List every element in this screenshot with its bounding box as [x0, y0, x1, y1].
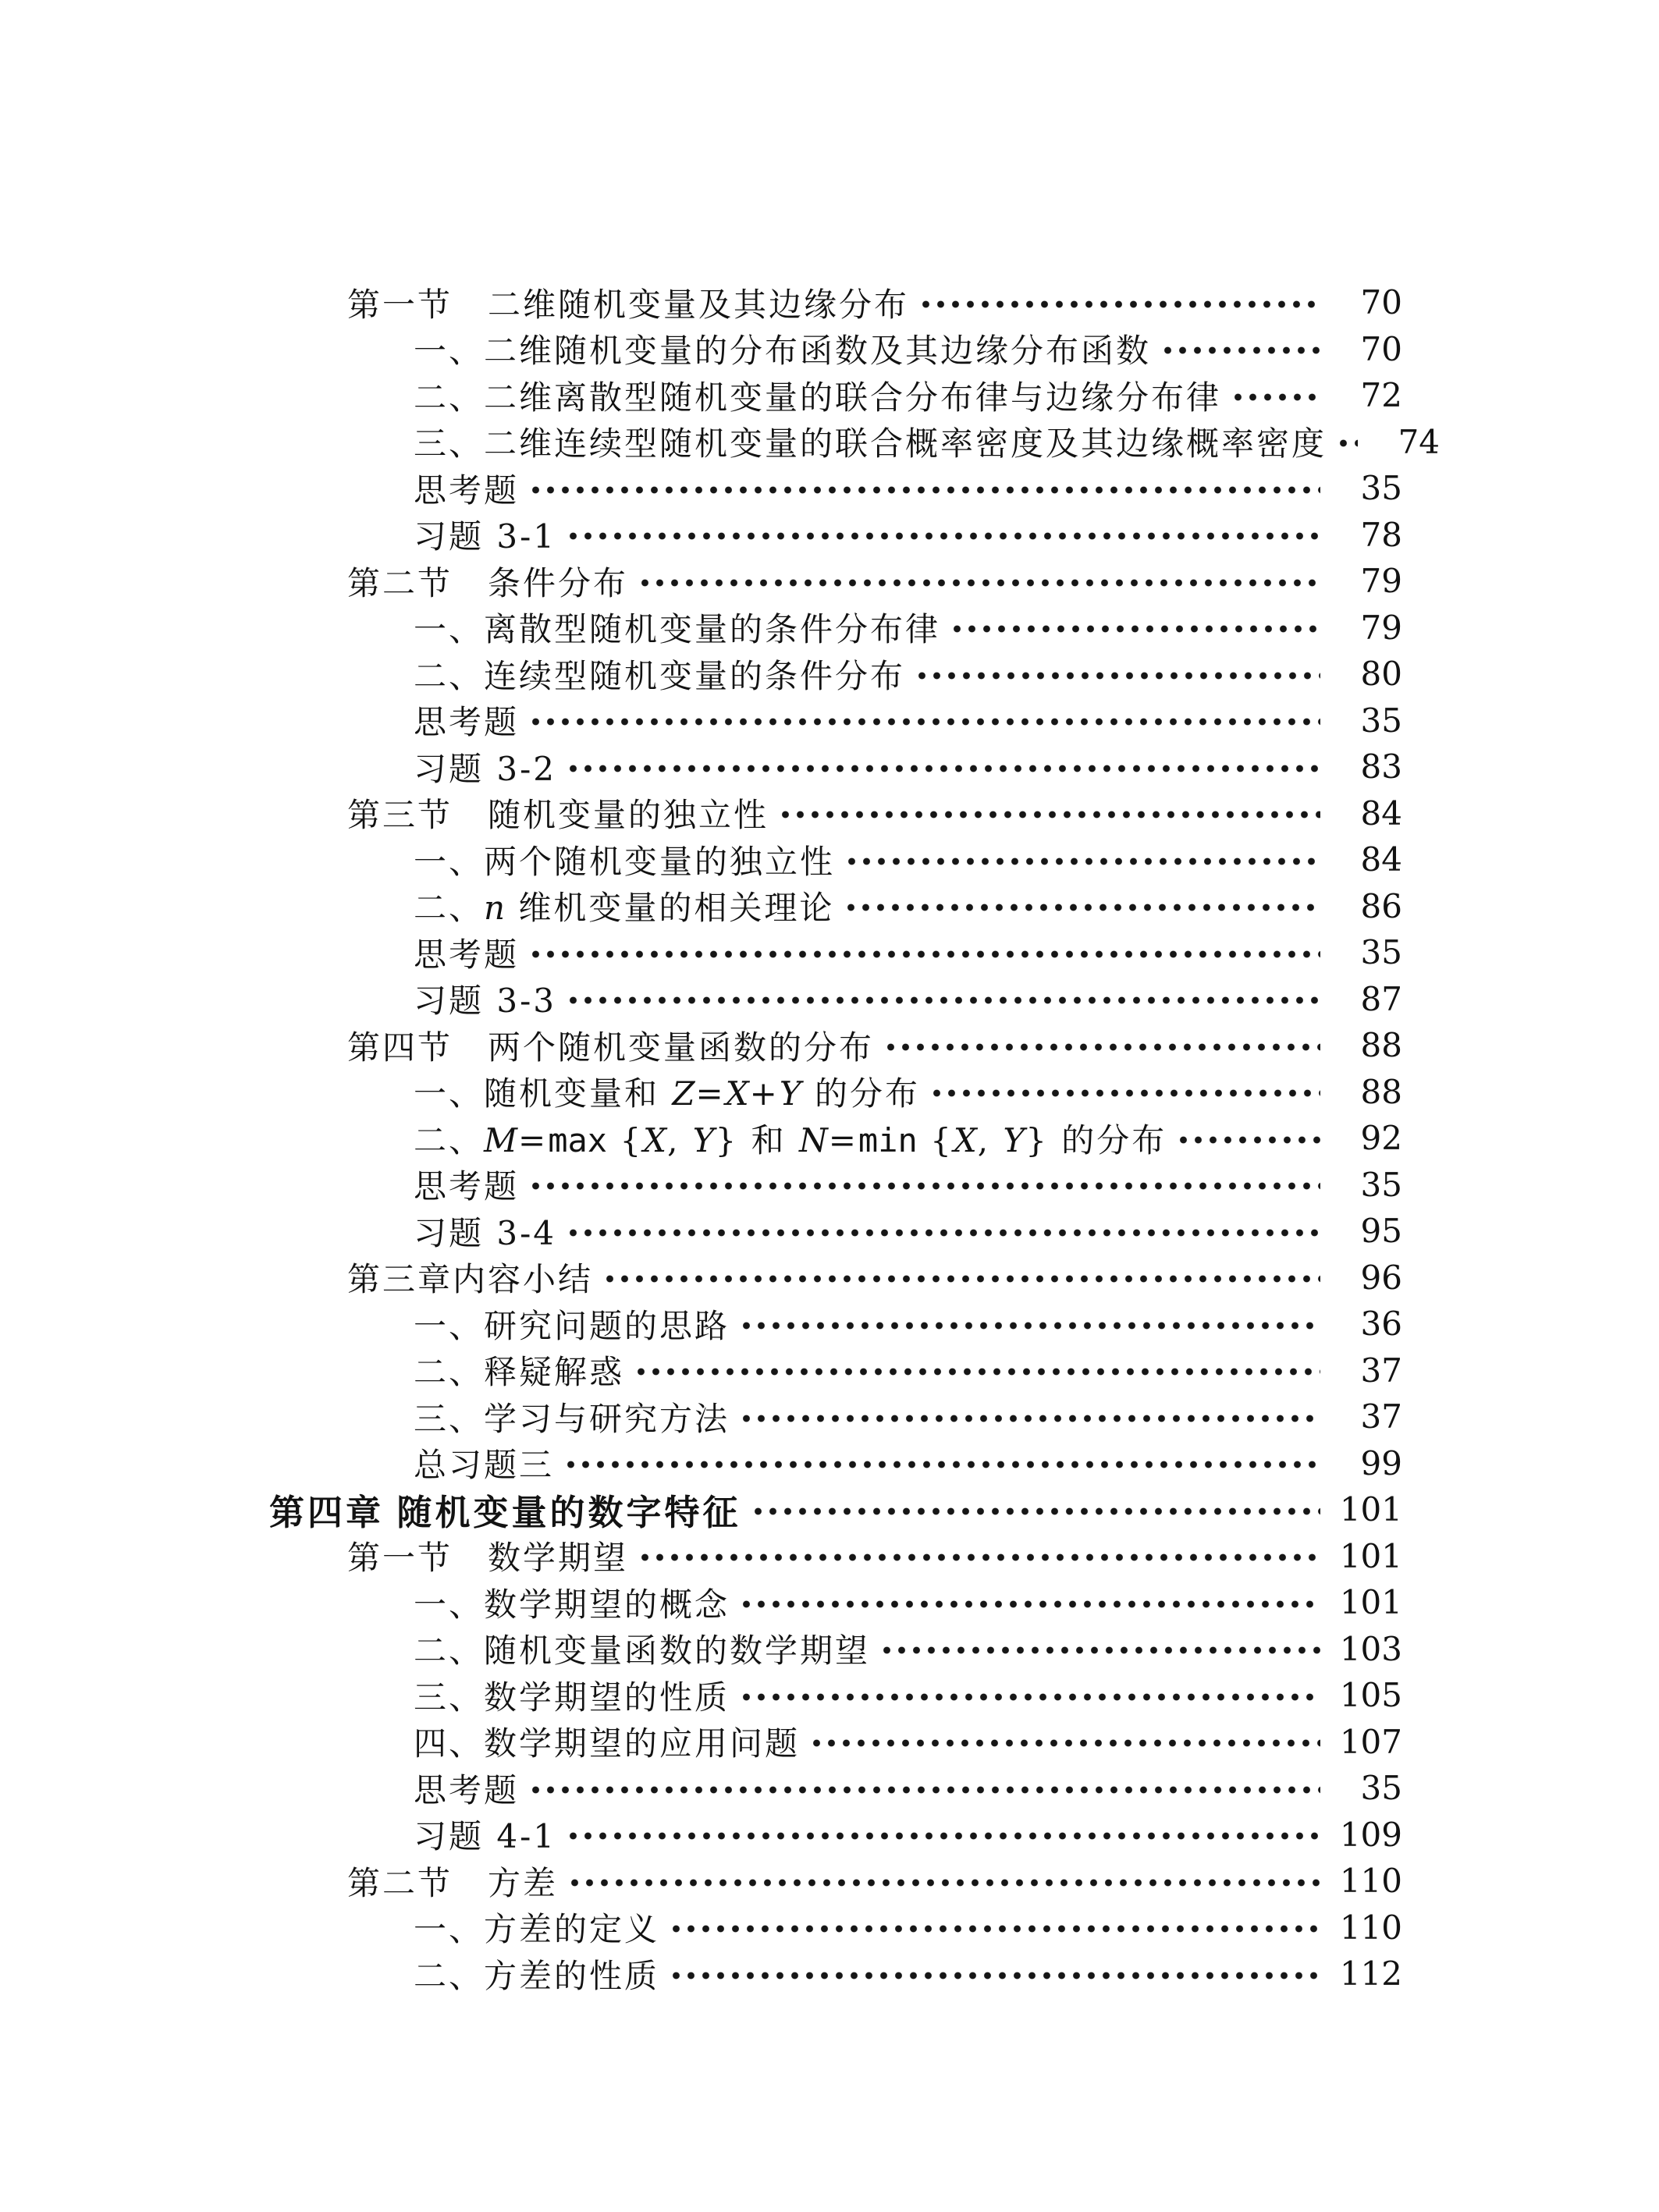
dot-leader — [739, 1412, 1320, 1425]
page-number: 88 — [1360, 1026, 1402, 1065]
page-number: 109 — [1339, 1815, 1402, 1854]
page-number: 35 — [1360, 933, 1402, 972]
toc-entry — [269, 326, 1402, 373]
dot-leader — [634, 1365, 1320, 1378]
toc-entry — [269, 1812, 1402, 1859]
page-number: 103 — [1339, 1629, 1402, 1668]
math-variable: Y — [692, 1120, 716, 1159]
toc-entry — [269, 1394, 1402, 1440]
dot-leader — [563, 1458, 1320, 1471]
toc-entry — [269, 1951, 1402, 1997]
dot-leader — [528, 1180, 1320, 1192]
toc-entry — [269, 883, 1402, 930]
page-number: 37 — [1360, 1397, 1402, 1436]
page-number: 35 — [1360, 701, 1402, 740]
page-number: 72 — [1360, 376, 1402, 415]
math-variable: n — [484, 889, 506, 928]
toc-entry — [269, 1905, 1402, 1951]
dot-leader — [566, 1227, 1320, 1239]
toc-entry — [269, 465, 1402, 512]
page-number: 74 — [1398, 422, 1441, 461]
math-variable: Y — [779, 1074, 802, 1113]
toc-entry-label: 一、研究问题的思路 — [414, 1306, 730, 1345]
dot-leader — [739, 1598, 1320, 1610]
dot-leader — [638, 1551, 1320, 1564]
dot-leader — [915, 669, 1320, 682]
toc-entry-label: 三、学习与研究方法 — [414, 1399, 730, 1438]
dot-leader — [739, 1319, 1320, 1332]
dot-leader — [1336, 437, 1358, 449]
page-number: 35 — [1360, 1165, 1402, 1204]
toc-entry-label: 二、连续型随机变量的条件分布 — [414, 656, 906, 695]
toc-entry-label: 一、方差的定义 — [414, 1910, 660, 1949]
dot-leader — [1160, 344, 1320, 357]
dot-leader — [844, 901, 1320, 914]
toc-entry — [269, 1672, 1402, 1719]
dot-leader — [844, 855, 1320, 868]
toc-entry-label: 二、随机变量函数的数学期望 — [414, 1631, 871, 1671]
toc-entry-label — [414, 1068, 920, 1115]
page-number: 112 — [1339, 1955, 1402, 1994]
page-number: 80 — [1360, 655, 1402, 694]
toc-entry — [269, 1208, 1402, 1255]
toc-entry-label: 三、二维连续型随机变量的联合概率密度及其边缘概率密度 — [414, 424, 1327, 463]
toc-entry — [269, 976, 1402, 1023]
toc-entry-label — [414, 1115, 1167, 1162]
dot-leader — [929, 1087, 1320, 1099]
toc-entry — [269, 372, 1402, 419]
label-text: { — [607, 1120, 644, 1159]
page-number: 37 — [1360, 1351, 1402, 1390]
page-number: 101 — [1339, 1536, 1402, 1575]
toc-entry-label: 习题 3-4 — [414, 1213, 556, 1252]
toc-entry-label: 思考题 — [414, 1770, 520, 1809]
page-number: 110 — [1339, 1908, 1402, 1947]
toc-entry — [269, 1301, 1402, 1347]
label-text: 一、随机变量和 — [414, 1074, 673, 1113]
dot-leader — [566, 994, 1320, 1007]
toc-entry-label: 二、方差的性质 — [414, 1956, 660, 1995]
toc-entry — [269, 1162, 1402, 1209]
page-number: 87 — [1360, 979, 1402, 1018]
page-number: 79 — [1360, 562, 1402, 601]
label-text: 二、 — [414, 889, 485, 928]
page-number: 70 — [1360, 329, 1402, 368]
toc-entry — [269, 512, 1402, 559]
toc-entry — [269, 836, 1402, 883]
toc-entry — [269, 1765, 1402, 1812]
page-number: 107 — [1339, 1722, 1402, 1761]
math-variable: Z — [672, 1074, 696, 1113]
toc-entry — [269, 1858, 1402, 1905]
toc-entry — [269, 1347, 1402, 1394]
toc-entry — [269, 1440, 1402, 1487]
page-number: 95 — [1360, 1212, 1402, 1251]
page-number: 96 — [1360, 1258, 1402, 1297]
toc-entry-label: 二、释疑解惑 — [414, 1353, 625, 1392]
dot-leader — [918, 298, 1320, 311]
toc-entry-label: 习题 3-1 — [414, 517, 556, 556]
dot-leader — [669, 1969, 1320, 1982]
dot-leader — [1231, 391, 1320, 403]
math-variable: X — [725, 1074, 750, 1113]
math-variable: M — [484, 1120, 519, 1159]
toc-entry — [269, 929, 1402, 976]
dot-leader — [778, 808, 1320, 821]
math-variable: X — [643, 1120, 668, 1159]
page-number: 92 — [1360, 1119, 1402, 1158]
toc-entry — [269, 651, 1402, 698]
page-number: 88 — [1360, 1072, 1402, 1111]
toc-entry-label: 思考题 — [414, 935, 520, 974]
dot-leader — [567, 1876, 1320, 1889]
toc-entry-label: 思考题 — [414, 1167, 520, 1206]
dot-leader — [566, 762, 1320, 775]
label-text: } 的分布 — [1025, 1120, 1167, 1159]
toc-entry — [269, 279, 1402, 326]
label-text: { — [917, 1120, 954, 1159]
toc-entry-label: 一、离散型随机变量的条件分布律 — [414, 610, 941, 649]
dot-leader — [809, 1737, 1320, 1749]
dot-leader — [638, 577, 1320, 589]
page-number: 70 — [1360, 283, 1402, 322]
dot-leader — [1176, 1134, 1320, 1146]
toc-entry-label: 一、两个随机变量的独立性 — [414, 842, 836, 881]
dot-leader — [528, 948, 1320, 960]
label-text: + — [749, 1074, 780, 1113]
toc-entry — [269, 419, 1441, 466]
label-text: = — [828, 1120, 858, 1159]
label-text: 二、 — [414, 1120, 485, 1159]
toc-entry-label: 思考题 — [414, 470, 520, 510]
toc-entry-label: 二、二维离散型随机变量的联合分布律与边缘分布律 — [414, 378, 1222, 417]
toc-entry-label: 习题 3-2 — [414, 749, 556, 788]
page-number: 35 — [1360, 469, 1402, 508]
toc-entry-label: 三、数学期望的性质 — [414, 1678, 730, 1717]
page-number: 83 — [1360, 747, 1402, 786]
toc-entry-label: 思考题 — [414, 703, 520, 742]
toc-entry — [269, 1069, 1402, 1116]
toc-entry-label: 一、数学期望的概念 — [414, 1585, 730, 1624]
toc-entry — [269, 790, 1402, 837]
math-variable: X — [953, 1120, 978, 1159]
page-number: 84 — [1360, 840, 1402, 879]
label-text: 的分布 — [801, 1074, 920, 1113]
toc-entry — [269, 1626, 1402, 1673]
toc-entry-label: 习题 4-1 — [414, 1817, 556, 1856]
dot-leader — [739, 1691, 1320, 1703]
dot-leader — [566, 530, 1320, 542]
label-text: , — [667, 1120, 693, 1159]
toc-entry-label: 第二节 方差 — [347, 1863, 559, 1902]
toc-entry-label: 第四节 两个随机变量函数的分布 — [347, 1028, 875, 1067]
math-operator: min — [858, 1120, 918, 1159]
label-text: = — [695, 1074, 726, 1113]
toc-entry-label: 第一节 二维随机变量及其边缘分布 — [347, 285, 910, 324]
toc-entry-label: 一、二维随机变量的分布函数及其边缘分布函数 — [414, 332, 1152, 371]
toc-entry-label: 第四章 随机变量的数字特征 — [269, 1493, 741, 1533]
math-operator: max — [548, 1120, 608, 1159]
label-text: , — [977, 1120, 1004, 1159]
dot-leader — [602, 1273, 1320, 1285]
dot-leader — [566, 1830, 1320, 1842]
label-text: = — [518, 1120, 549, 1159]
toc-entry — [269, 558, 1402, 605]
page-number: 86 — [1360, 886, 1402, 925]
toc-entry-label: 习题 3-3 — [414, 982, 556, 1021]
toc-entry — [269, 1533, 1402, 1580]
page-number: 84 — [1360, 794, 1402, 833]
toc-entry — [269, 1022, 1402, 1069]
toc-entry-label: 第二节 条件分布 — [347, 563, 629, 602]
dot-leader — [883, 1041, 1320, 1053]
toc-entry-label — [414, 882, 834, 929]
page-number: 101 — [1339, 1583, 1402, 1622]
page-number: 35 — [1360, 1769, 1402, 1808]
toc-entry-label: 第三节 随机变量的独立性 — [347, 796, 769, 835]
toc-entry — [269, 1486, 1402, 1533]
math-variable: N — [798, 1120, 829, 1159]
toc-entry-label: 四、数学期望的应用问题 — [414, 1724, 801, 1763]
dot-leader — [950, 623, 1320, 635]
dot-leader — [879, 1644, 1320, 1656]
toc-entry — [269, 1115, 1402, 1162]
dot-leader — [751, 1505, 1320, 1518]
dot-leader — [669, 1923, 1320, 1935]
dot-leader — [528, 1784, 1320, 1796]
toc-entry — [269, 744, 1402, 790]
page-number: 101 — [1339, 1490, 1402, 1529]
dot-leader — [528, 715, 1320, 728]
toc-entry — [269, 698, 1402, 744]
label-text: } 和 — [715, 1120, 799, 1159]
page-number: 105 — [1339, 1676, 1402, 1715]
label-text: 维机变量的相关理论 — [506, 889, 835, 928]
page-number: 36 — [1360, 1305, 1402, 1344]
toc-entry-label: 总习题三 — [414, 1446, 555, 1485]
dot-leader — [528, 484, 1320, 496]
toc-entry — [269, 1579, 1402, 1626]
page-number: 78 — [1360, 515, 1402, 554]
toc-entry — [269, 1255, 1402, 1301]
math-variable: Y — [1003, 1120, 1026, 1159]
toc-entry-label: 第三章内容小结 — [347, 1260, 594, 1299]
toc-entry — [269, 605, 1402, 652]
page-number: 99 — [1360, 1443, 1402, 1482]
toc-list — [269, 279, 1441, 1997]
toc-entry — [269, 1719, 1402, 1766]
toc-entry-label: 第一节 数学期望 — [347, 1539, 629, 1578]
page-number: 79 — [1360, 608, 1402, 647]
page-number: 110 — [1339, 1862, 1402, 1901]
